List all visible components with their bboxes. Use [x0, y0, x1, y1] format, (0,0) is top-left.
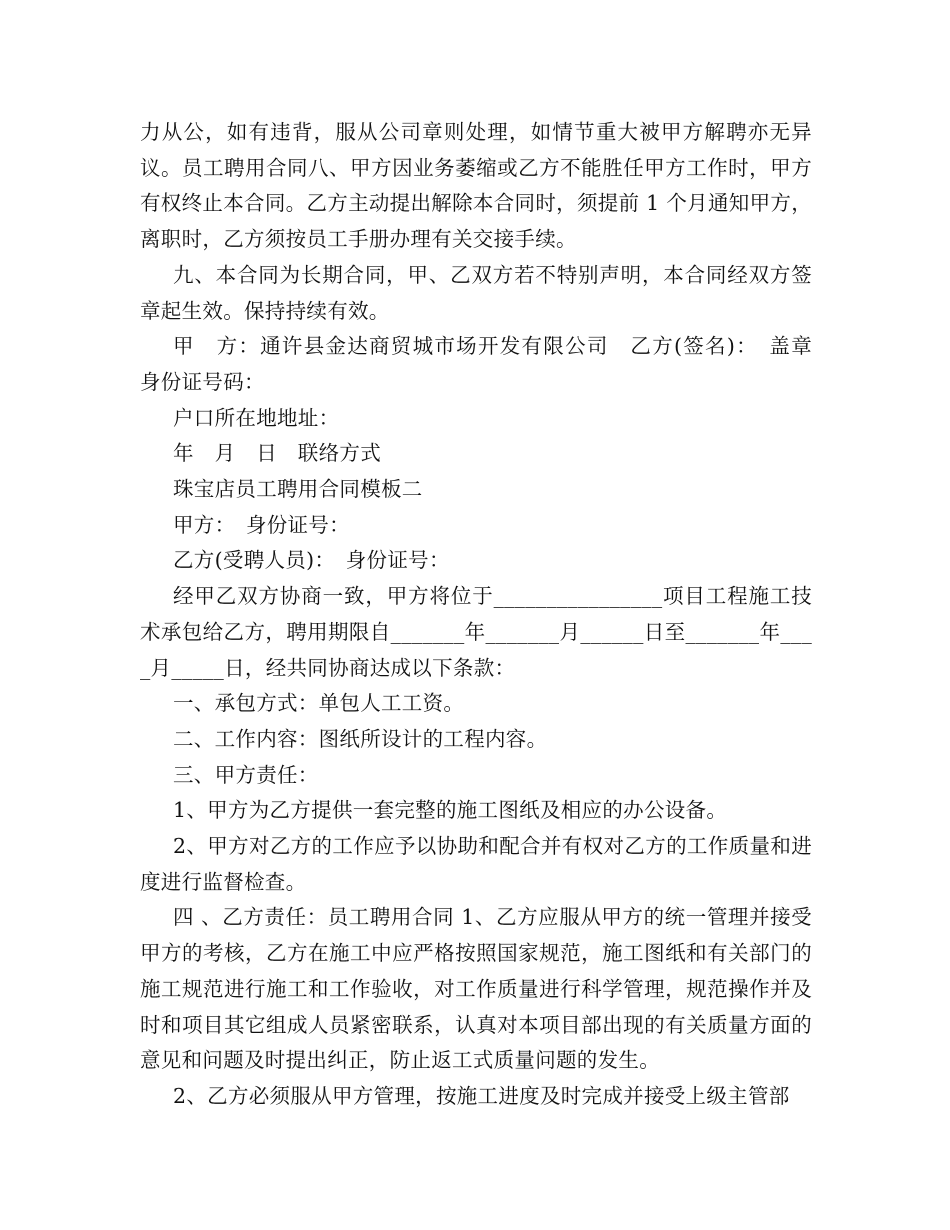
document-body [140, 115, 833, 1115]
paragraph: 年 月 日 联络方式 [173, 441, 381, 466]
paragraph: 甲方： 身份证号： [173, 512, 350, 537]
paragraph: 2、乙方必须服从甲方管理，按施工进度及时完成并接受上级主管部 [173, 1083, 790, 1108]
paragraph: 甲 方：通许县金达商贸城市场开发有限公司 乙方(签名)： 盖章 身份证号码： [140, 334, 833, 394]
paragraph: 2、甲方对乙方的工作应予以协助和配合并有权对乙方的工作质量和进度进行监督检查。 [140, 834, 812, 894]
paragraph: 1、甲方为乙方提供一套完整的施工图纸及相应的办公设备。 [173, 798, 728, 823]
paragraph: 经甲乙双方协商一致，甲方将位于________________项目工程施工技术承包给乙方，聘用期限自_______年_______月______日至_______年____月_____日，经共同协商达成以下条款： [140, 584, 812, 680]
paragraph: 二、工作内容：图纸所设计的工程内容。 [173, 726, 548, 751]
paragraph: 乙方(受聘人员)： 身份证号： [173, 548, 450, 573]
paragraph: 三、甲方责任： [173, 762, 319, 787]
paragraph: 珠宝店员工聘用合同模板二 [173, 477, 423, 502]
paragraph: 一、承包方式：单包人工工资。 [173, 691, 465, 716]
paragraph: 九、本合同为长期合同，甲、乙双方若不特别声明，本合同经双方签章起生效。保持持续有效。 [140, 262, 812, 323]
paragraph: 户口所在地地址： [173, 405, 340, 430]
paragraph: 四 、乙方责任：员工聘用合同 1、乙方应服从甲方的统一管理并接受甲方的考核，乙方在施工中应严格按照国家规范，施工图纸和有关部门的施工规范进行施工和工作验收，对工作质量进行科学管理，规范操作并及时和项目其它组成人员紧密联系，认真对本项目部出现的有关质量方面的意见和问题及时提出纠正，防止返工式质量问题的发生。 [140, 905, 812, 1073]
paragraph: 力从公，如有违背，服从公司章则处理，如情节重大被甲方解聘亦无异议。员工聘用合同八、甲方因业务萎缩或乙方不能胜任甲方工作时，甲方有权终止本合同。乙方主动提出解除本合同时，须提前 1 个月通知甲方，离职时，乙方须按员工手册办理有关交接手续。 [140, 120, 812, 252]
